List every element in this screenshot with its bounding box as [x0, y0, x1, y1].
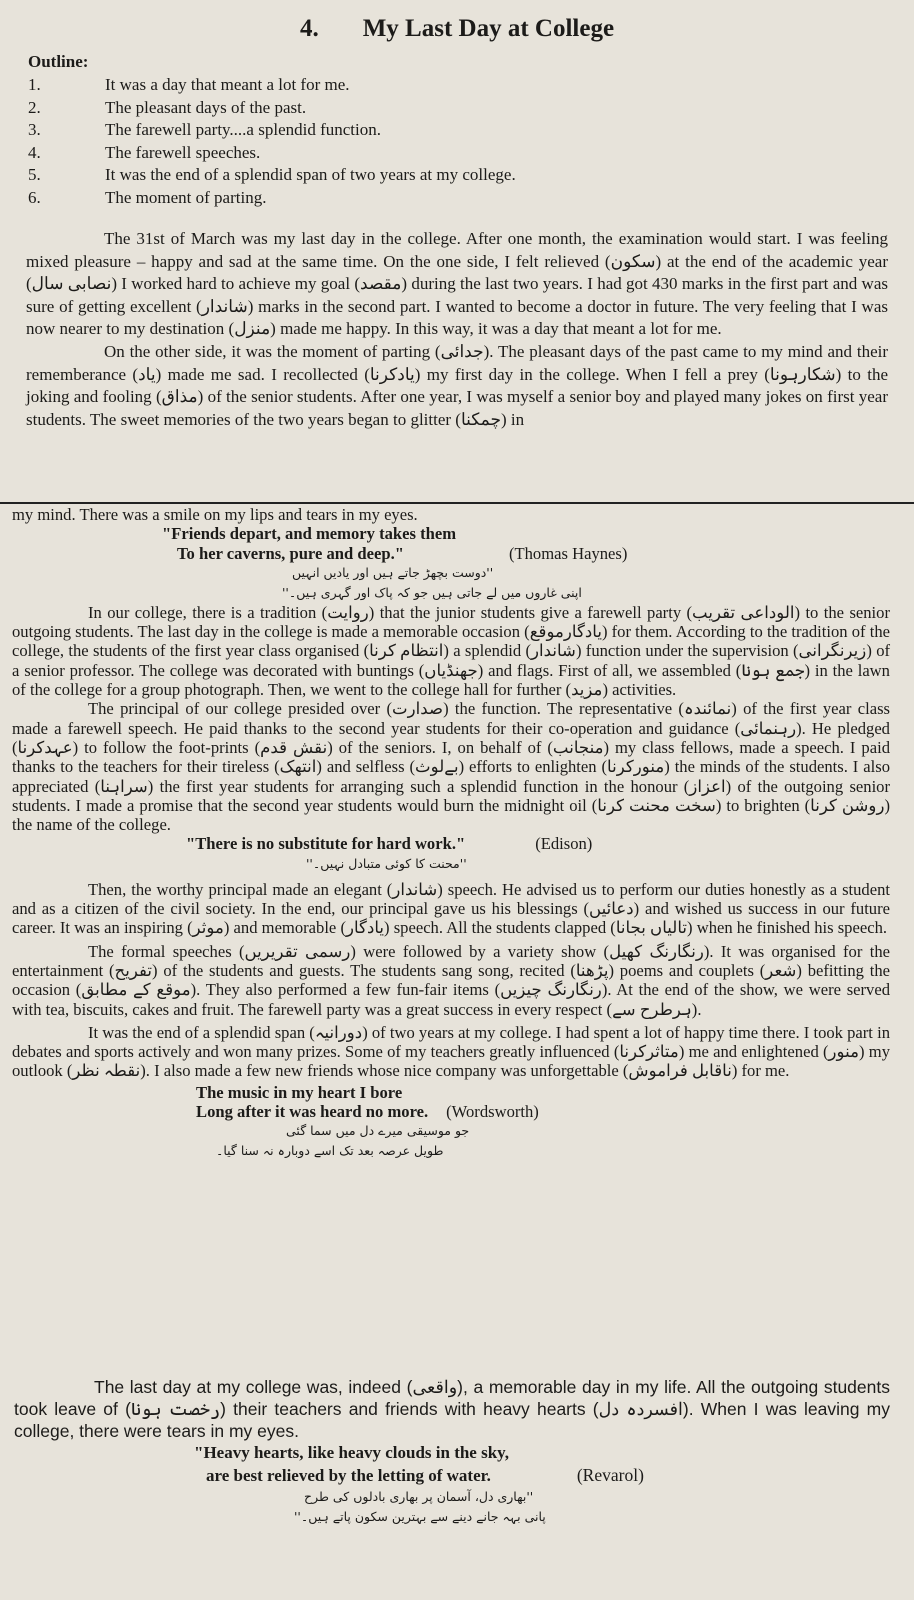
paragraph: In our college, there is a tradition (روایت) that the junior students give a farewell party (الوداعی تقریب) to the senior outgoing students. The last day in the college is made a memorable occasion (یادگارموقع) for them. According to the tradition of the college, the students of the first year class organised (انتظام کرنا) a splendid (شاندار) function under the supervision (زیرنگرانی) of a senior professor. The college was decorated with buntings (جھنڈیاں) and flags. First of all, we assembled (جمع ہونا) in the lawn of the college for a group photograph. Then, we went to the college hall for further (مزید) activities. — [12, 602, 891, 700]
quote-line: are best relieved by the letting of water. — [206, 1466, 491, 1485]
quote-line: "There is no substitute for hard work." — [186, 834, 466, 854]
essay-body-top — [26, 228, 888, 431]
chapter-title — [0, 14, 914, 44]
outline-item: 4. The farewell speeches. — [28, 142, 261, 162]
quote-line: To her caverns, pure and deep." — [177, 543, 404, 563]
outline-item: 2. The pleasant days of the past. — [28, 97, 307, 117]
urdu-quote-line: ''دوست بچھڑ جاتے ہیں اور یادیں انہیں — [292, 564, 494, 580]
urdu-quote-line: جو موسیقی میرے دل میں سما گئی — [286, 1123, 470, 1139]
urdu-quote-line: ''محنت کا کوئی متبادل نہیں۔'' — [306, 855, 467, 871]
outline-heading: Outline: — [28, 52, 89, 71]
urdu-quote-line: پانی بہہ جانے دینے سے بہترین سکون پاتے ہیں۔'' — [294, 1509, 546, 1524]
paragraph: It was the end of a splendid span (دورانیہ) of two years at my college. I had spent a lot of happy time there. I took part in debates and sports actively and won many prizes. Some of my teachers greatly influenced (متاثرکرنا) me and enlightened (منور) my outlook (نقطہ نظر). I also made a few new friends whose nice company was unforgettable (ناقابل فراموش) for me. — [12, 1022, 890, 1081]
paragraph: The formal speeches (رسمی تقریریں) were followed by a variety show (رنگارنگ کھیل). It was organised for the entertainment (تفریح) of the students and guests. The students sang song, recited (پڑھنا) poems and couplets (شعر) befitting the occasion (موقع کے مطابق). They also performed a few fun-fair items (رنگارنگ چیزیں). At the end of the show, we were served with tea, biscuits, cakes and fruit. The farewell party was a great success in every respect (ہرطرح سے). — [12, 941, 890, 1019]
urdu-quote-line: طویل عرصہ بعد تک اسے دوبارہ نہ سنا گیا۔ — [216, 1143, 444, 1159]
essay-body-bottom — [14, 1376, 890, 1527]
quote-author: (Wordsworth) — [446, 1102, 539, 1122]
paragraph: The principal of our college presided over (صدارت) the function. The representative (نمائندہ) of the first year class made a farewell speech. He paid thanks to the second year students for their co-operation and guidance (رہنمائی). He pledged (عہدکرنا) to follow the foot-prints (نقش قدم) of the seniors. I, on behalf of (منجانب) my class fellows, made a speech. I paid thanks to the teachers for their tireless (انتھک) and selfless (بےلوث) efforts to enlighten (منورکرنا) the minds of the students. I also appreciated (سراہنا) the first year students for arranging such a splendid function in the honour (اعزاز) of the outgoing senior students. I made a promise that the second year students would burn the midnight oil (سخت محنت کرنا) to brighten (روشن کرنا) the name of the college. — [12, 699, 890, 835]
quote-block — [12, 524, 890, 603]
quote-block — [12, 834, 890, 873]
paragraph: The 31st of March was my last day in the college. After one month, the examination would start. I was feeling mixed pleasure – happy and sad at the same time. On the one side, I felt relieved (سکون) at the end of the academic year (نصابی سال) I worked hard to achieve my goal (مقصد) during the last two years. I had got 430 marks in the first part and was sure of getting excellent (شاندار) marks in the second part. I wanted to become a doctor in future. The very feeling that I was now nearer to my destination (منزل) made me happy. In this way, it was a day that meant a lot for me. — [26, 229, 888, 339]
chapter-title-text: My Last Day at College — [362, 15, 615, 42]
quote-line: The music in my heart I bore — [196, 1082, 403, 1102]
outline-item: 6. The moment of parting. — [28, 187, 267, 207]
quote-line: Long after it was heard no more. — [196, 1102, 429, 1122]
quote-block — [12, 1083, 890, 1162]
quote-author: (Edison) — [535, 834, 593, 854]
paragraph: Then, the worthy principal made an elegant (شاندار) speech. He advised us to perform our duties honestly as a student and as a citizen of the civil society. In the end, our principal gave us his blessings (دعائیں) and wished us success in our future career. It was an inspiring (موثر) and memorable (یادگار) speech. All the students clapped (تالیاں بجانا) when he finished his speech. — [12, 879, 890, 938]
outline-item: 1. It was a day that meant a lot for me. — [28, 75, 350, 94]
paragraph: On the other side, it was the moment of parting (جدائی). The pleasant days of the past came to my mind and their rememberance (یاد) made me sad. I recollected (یادکرنا) my first day in the college. When I fell a prey (شکارہونا) to the joking and fooling (مذاق) of the senior students. After one year, I was myself a senior boy and played many jokes on first year students. The sweet memories of the two years began to glitter (چمکنا) in — [26, 341, 889, 429]
essay-body-middle — [12, 505, 890, 1161]
urdu-quote-line: ''بھاری دل، آسمان پر بھاری بادلوں کی طرح — [304, 1489, 534, 1504]
quote-line: "Friends depart, and memory takes them — [162, 524, 457, 544]
page-divider — [0, 502, 914, 504]
quote-block — [14, 1442, 890, 1527]
paragraph-continuation: my mind. There was a smile on my lips and tears in my eyes. — [12, 505, 418, 524]
chapter-number: 4. — [299, 15, 319, 42]
paragraph: The last day at my college was, indeed (واقعی), a memorable day in my life. All the outgoing students took leave of (رخصت ہونا) their teachers and friends with heavy hearts (افسردہ دل). When I was leaving my college, there were tears in my eyes. — [14, 1377, 891, 1441]
quote-line: "Heavy hearts, like heavy clouds in the sky, — [194, 1443, 509, 1462]
outline-item: 5. It was the end of a splendid span of two years at my college. — [28, 165, 516, 184]
outline-list — [28, 74, 888, 209]
quote-author: (Thomas Haynes) — [508, 543, 628, 563]
urdu-quote-line: اپنی غاروں میں لے جاتی ہیں جو کہ پاک اور گہری ہیں۔'' — [282, 584, 582, 600]
outline-item: 3. The farewell party....a splendid function. — [28, 120, 381, 139]
quote-author: (Revarol) — [576, 1465, 644, 1485]
